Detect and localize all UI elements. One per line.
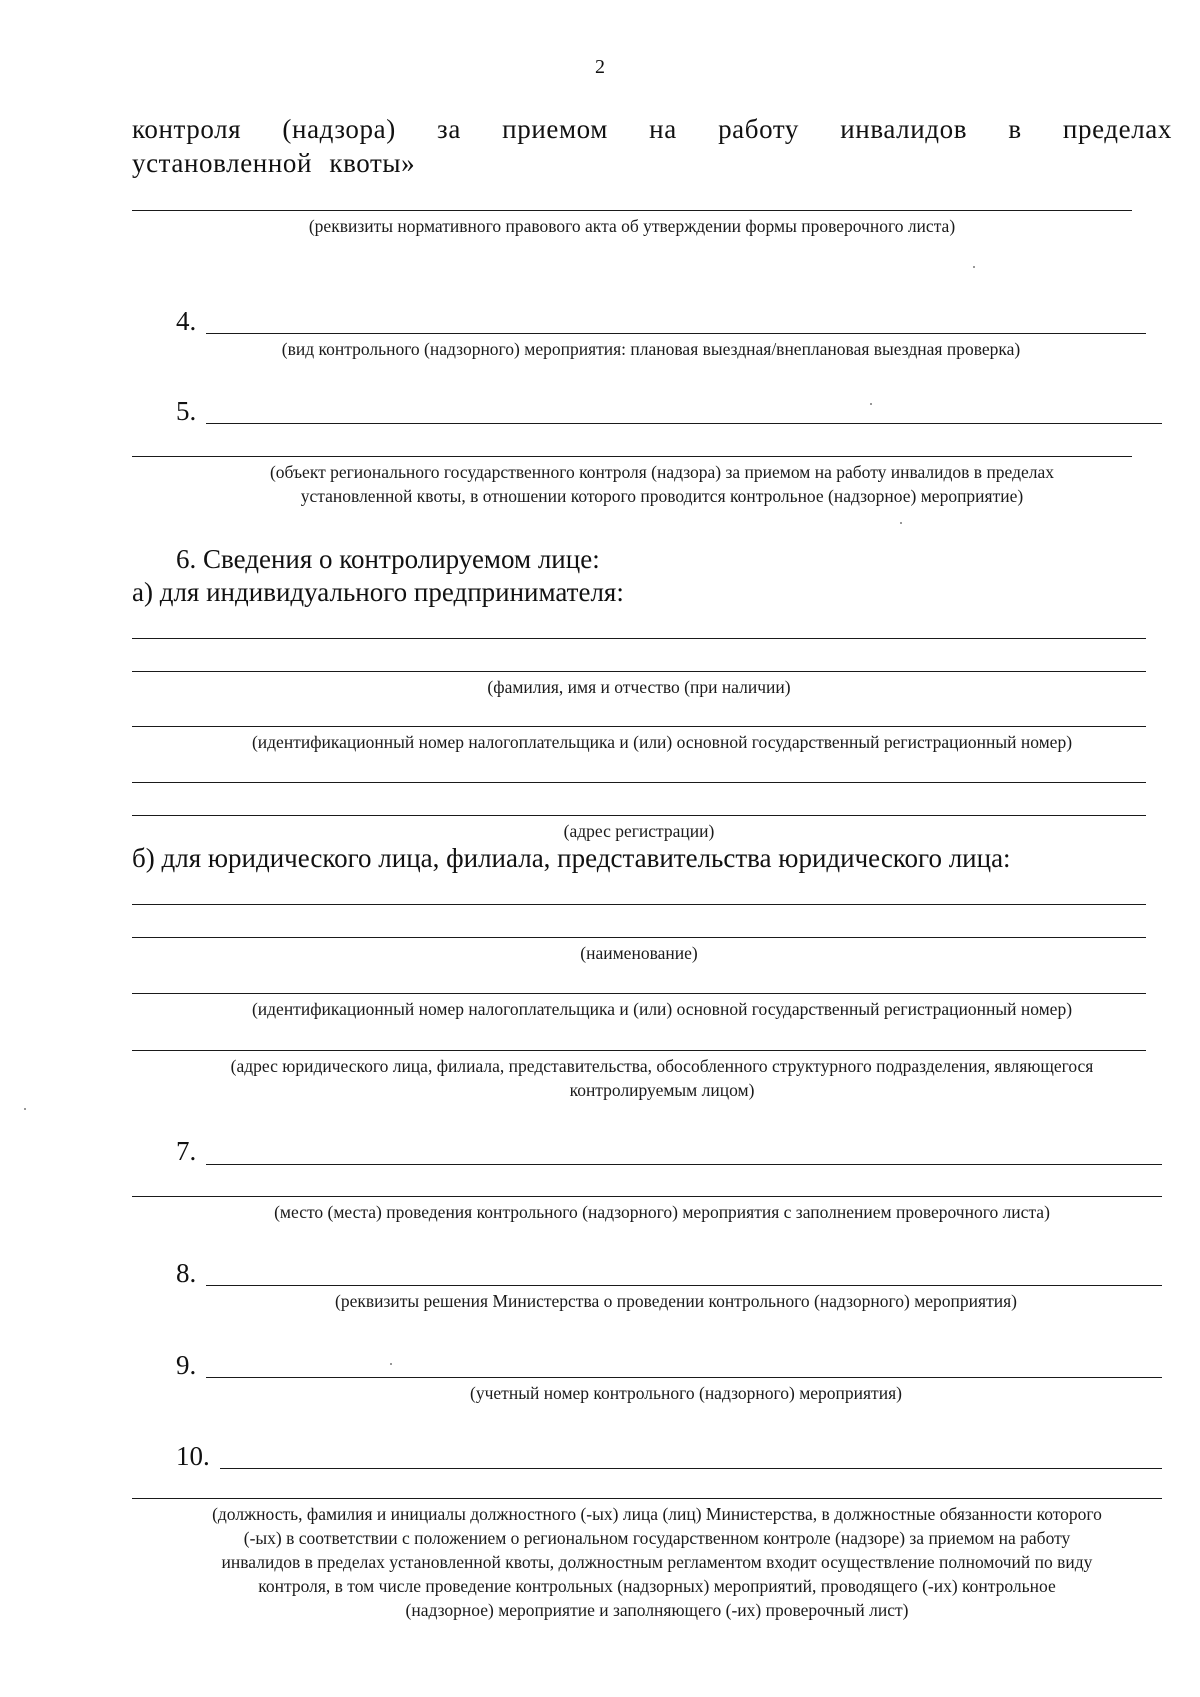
- scan-speck: [390, 1363, 392, 1365]
- item4-field[interactable]: [206, 333, 1146, 334]
- item9-field[interactable]: [206, 1377, 1162, 1378]
- act-details-field[interactable]: [132, 210, 1132, 211]
- item10-field[interactable]: [220, 1468, 1162, 1469]
- item6b-address-field[interactable]: [132, 1050, 1146, 1051]
- item6b-caption-address-line1: (адрес юридического лица, филиала, представительства, обособленного структурного подразделения, являющегося: [230, 1056, 1094, 1076]
- item7-field-continuation[interactable]: [132, 1196, 1162, 1197]
- item6a-caption-inn: (идентификационный номер налогоплательщика и (или) основной государственный регистрационный номер): [251, 732, 1073, 752]
- item7-field[interactable]: [206, 1164, 1162, 1165]
- item5-caption-line1: (объект регионального государственного контроля (надзора) за приемом на работу инвалидов в пределах: [269, 462, 1055, 482]
- item10-caption-line4: контроля, в том числе проведение контрольных (надзорных) мероприятий, проводящего (-их) контрольное: [258, 1576, 1056, 1596]
- item5-number: 5.: [176, 396, 197, 426]
- item10-caption-line2: (-ых) в соответствии с положением о региональном государственном контроле (надзоре) за приемом на работу: [243, 1528, 1071, 1548]
- scan-speck: [973, 266, 975, 268]
- item6b-name-field-2[interactable]: [132, 937, 1146, 938]
- item10-caption-line3: инвалидов в пределах установленной квоты, должностным регламентом входит осуществление полномочий по виду: [221, 1552, 1093, 1572]
- scan-speck: [24, 1108, 26, 1110]
- item10-caption-line1: (должность, фамилия и инициалы должностного (-ых) лица (лиц) Министерства, в должностные обязанности которого: [212, 1504, 1102, 1524]
- item6-heading: 6. Сведения о контролируемом лице:: [176, 544, 600, 574]
- item10-field-continuation[interactable]: [132, 1498, 1162, 1499]
- page-number: 2: [595, 56, 605, 78]
- item6a-caption-address: (адрес регистрации): [563, 821, 715, 841]
- item5-caption-line2: установленной квоты, в отношении которого проводится контрольное (надзорное) мероприятие): [300, 486, 1024, 506]
- item10-caption-line5: (надзорное) мероприятие и заполняющего (-их) проверочный лист): [405, 1600, 909, 1620]
- item5-field[interactable]: [206, 423, 1162, 424]
- item6a-caption-name: (фамилия, имя и отчество (при наличии): [487, 677, 791, 697]
- item8-caption: (реквизиты решения Министерства о проведении контрольного (надзорного) мероприятия): [335, 1291, 1017, 1311]
- item6b-name-field[interactable]: [132, 904, 1146, 905]
- item7-caption: (место (места) проведения контрольного (надзорного) мероприятия с заполнением проверочного листа): [274, 1202, 1050, 1222]
- item6a-address-field[interactable]: [132, 782, 1146, 783]
- item8-number: 8.: [176, 1258, 197, 1288]
- intro-text: контроля (надзора) за приемом на работу инвалидов в пределах установленной квоты»: [132, 114, 1172, 178]
- item4-caption: (вид контрольного (надзорного) мероприятия: плановая выездная/внеплановая выездная проверка): [281, 339, 1021, 359]
- item5-field-continuation[interactable]: [132, 456, 1132, 457]
- item6b-caption-name: (наименование): [580, 943, 698, 963]
- item6b-heading: б) для юридического лица, филиала, представительства юридического лица:: [132, 843, 1011, 873]
- item7-number: 7.: [176, 1136, 197, 1166]
- item6a-heading: а) для индивидуального предпринимателя:: [132, 577, 624, 607]
- item6b-inn-field[interactable]: [132, 993, 1146, 994]
- item9-number: 9.: [176, 1350, 197, 1380]
- caption-act-details: (реквизиты нормативного правового акта об утверждении формы проверочного листа): [308, 216, 956, 236]
- item6a-name-field[interactable]: [132, 638, 1146, 639]
- item6a-inn-field[interactable]: [132, 726, 1146, 727]
- item6b-caption-inn: (идентификационный номер налогоплательщика и (или) основной государственный регистрационный номер): [251, 999, 1073, 1019]
- item8-field[interactable]: [206, 1285, 1162, 1286]
- item10-number: 10.: [176, 1441, 210, 1471]
- item6a-address-field-2[interactable]: [132, 815, 1146, 816]
- item4-number: 4.: [176, 306, 197, 336]
- item6a-name-field-2[interactable]: [132, 671, 1146, 672]
- scan-speck: [870, 403, 872, 405]
- item6b-caption-address-line2: контролируемым лицом): [569, 1080, 755, 1100]
- scan-speck: [900, 522, 902, 524]
- item9-caption: (учетный номер контрольного (надзорного) мероприятия): [470, 1383, 902, 1403]
